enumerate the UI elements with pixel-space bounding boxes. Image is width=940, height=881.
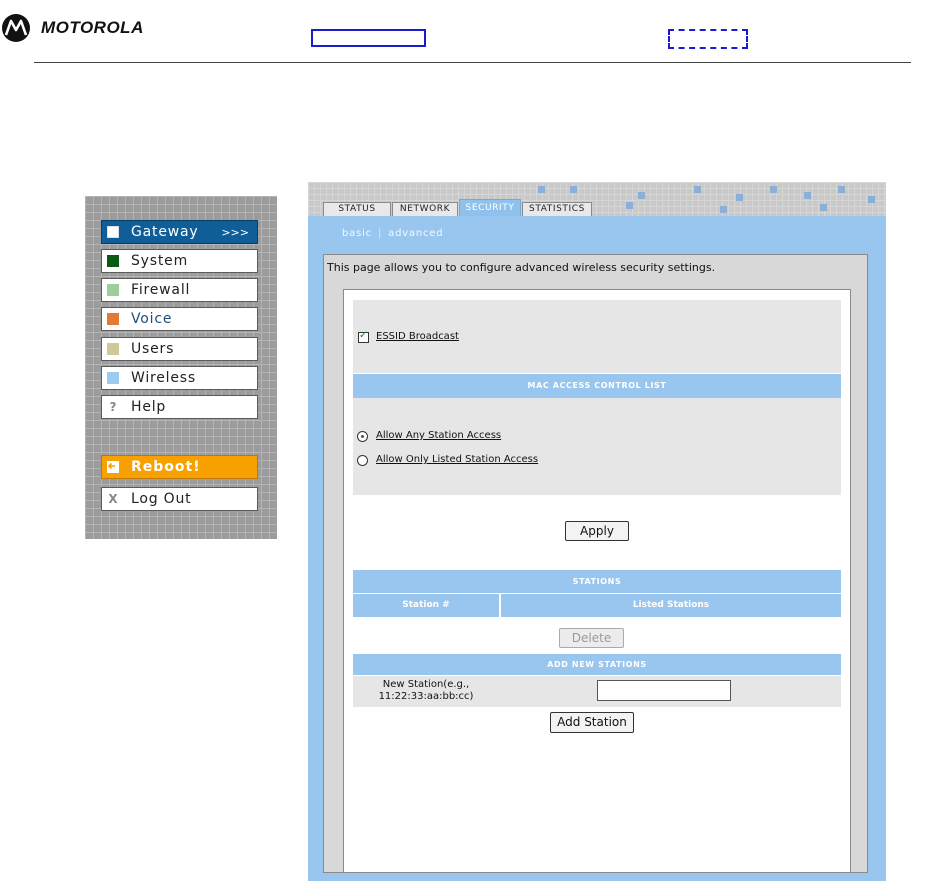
- brand-name: MOTOROLA: [41, 18, 144, 37]
- voice-square-icon: [107, 313, 119, 325]
- new-station-input[interactable]: [597, 680, 731, 701]
- question-mark-icon: ?: [109, 400, 117, 414]
- apply-button[interactable]: Apply: [565, 521, 629, 541]
- mac-acl-header: MAC ACCESS CONTROL LIST: [353, 374, 841, 398]
- add-station-button[interactable]: Add Station: [550, 712, 634, 733]
- essid-broadcast-label[interactable]: ESSID Broadcast: [376, 331, 459, 342]
- allow-any-radio[interactable]: [357, 431, 368, 442]
- wireless-square-icon: [107, 372, 119, 384]
- reboot-arrow-icon: [107, 461, 119, 473]
- tab-network[interactable]: NETWORK: [392, 202, 458, 216]
- subnav-basic-link[interactable]: basic: [342, 228, 372, 239]
- main-nav: [85, 196, 277, 539]
- header-dashed-link-box[interactable]: [668, 29, 748, 49]
- subnav-advanced-link[interactable]: advanced: [388, 228, 444, 239]
- add-new-stations-header: ADD NEW STATIONS: [353, 654, 841, 675]
- nav-system-label: System: [131, 253, 189, 269]
- nav-reboot-label: Reboot!: [131, 459, 201, 475]
- mac-acl-section: [353, 398, 841, 495]
- nav-gateway-label: Gateway: [131, 224, 199, 240]
- new-station-label-line2: 11:22:33:aa:bb:cc): [378, 691, 474, 702]
- nav-system-button[interactable]: [101, 249, 258, 273]
- nav-voice-label: Voice: [131, 311, 173, 327]
- security-subnav: [342, 228, 443, 239]
- firewall-square-icon: [107, 284, 119, 296]
- nav-wireless-button[interactable]: [101, 366, 258, 390]
- nav-logout-label: Log Out: [131, 491, 192, 507]
- tab-statistics[interactable]: STATISTICS: [522, 202, 592, 216]
- content-panel: [308, 182, 886, 881]
- system-square-icon: [107, 255, 119, 267]
- nav-users-button[interactable]: [101, 337, 258, 361]
- nav-voice-button[interactable]: [101, 307, 258, 331]
- close-x-icon: X: [108, 492, 118, 506]
- nav-logout-button[interactable]: [101, 487, 258, 511]
- allow-any-label[interactable]: Allow Any Station Access: [376, 430, 502, 441]
- gateway-square-icon: [107, 226, 119, 238]
- header-link-box[interactable]: [311, 29, 426, 47]
- new-station-label-line1: New Station(e.g.,: [382, 679, 470, 690]
- header-divider: [34, 62, 911, 63]
- station-number-column-header: Station #: [353, 594, 499, 617]
- nav-gateway-button[interactable]: [101, 220, 258, 244]
- allow-listed-label[interactable]: Allow Only Listed Station Access: [376, 454, 539, 465]
- nav-help-label: Help: [131, 399, 167, 415]
- users-square-icon: [107, 343, 119, 355]
- listed-stations-column-header: Listed Stations: [501, 594, 841, 617]
- motorola-logo-icon: [1, 13, 31, 43]
- stations-header: STATIONS: [353, 570, 841, 593]
- nav-reboot-button[interactable]: [101, 455, 258, 479]
- allow-listed-radio[interactable]: [357, 455, 368, 466]
- nav-help-button[interactable]: [101, 395, 258, 419]
- subnav-separator: |: [377, 228, 383, 239]
- tab-status[interactable]: STATUS: [323, 202, 391, 216]
- chevrons-right-icon: >>>: [221, 225, 249, 239]
- nav-firewall-label: Firewall: [131, 282, 191, 298]
- nav-firewall-button[interactable]: [101, 278, 258, 302]
- essid-broadcast-checkbox[interactable]: [358, 332, 369, 343]
- tab-security[interactable]: SECURITY: [459, 199, 521, 216]
- new-station-label: [353, 679, 499, 703]
- nav-users-label: Users: [131, 341, 175, 357]
- page-intro-text: This page allows you to configure advanced wireless security settings.: [327, 261, 716, 274]
- delete-button[interactable]: Delete: [559, 628, 624, 648]
- nav-wireless-label: Wireless: [131, 370, 196, 386]
